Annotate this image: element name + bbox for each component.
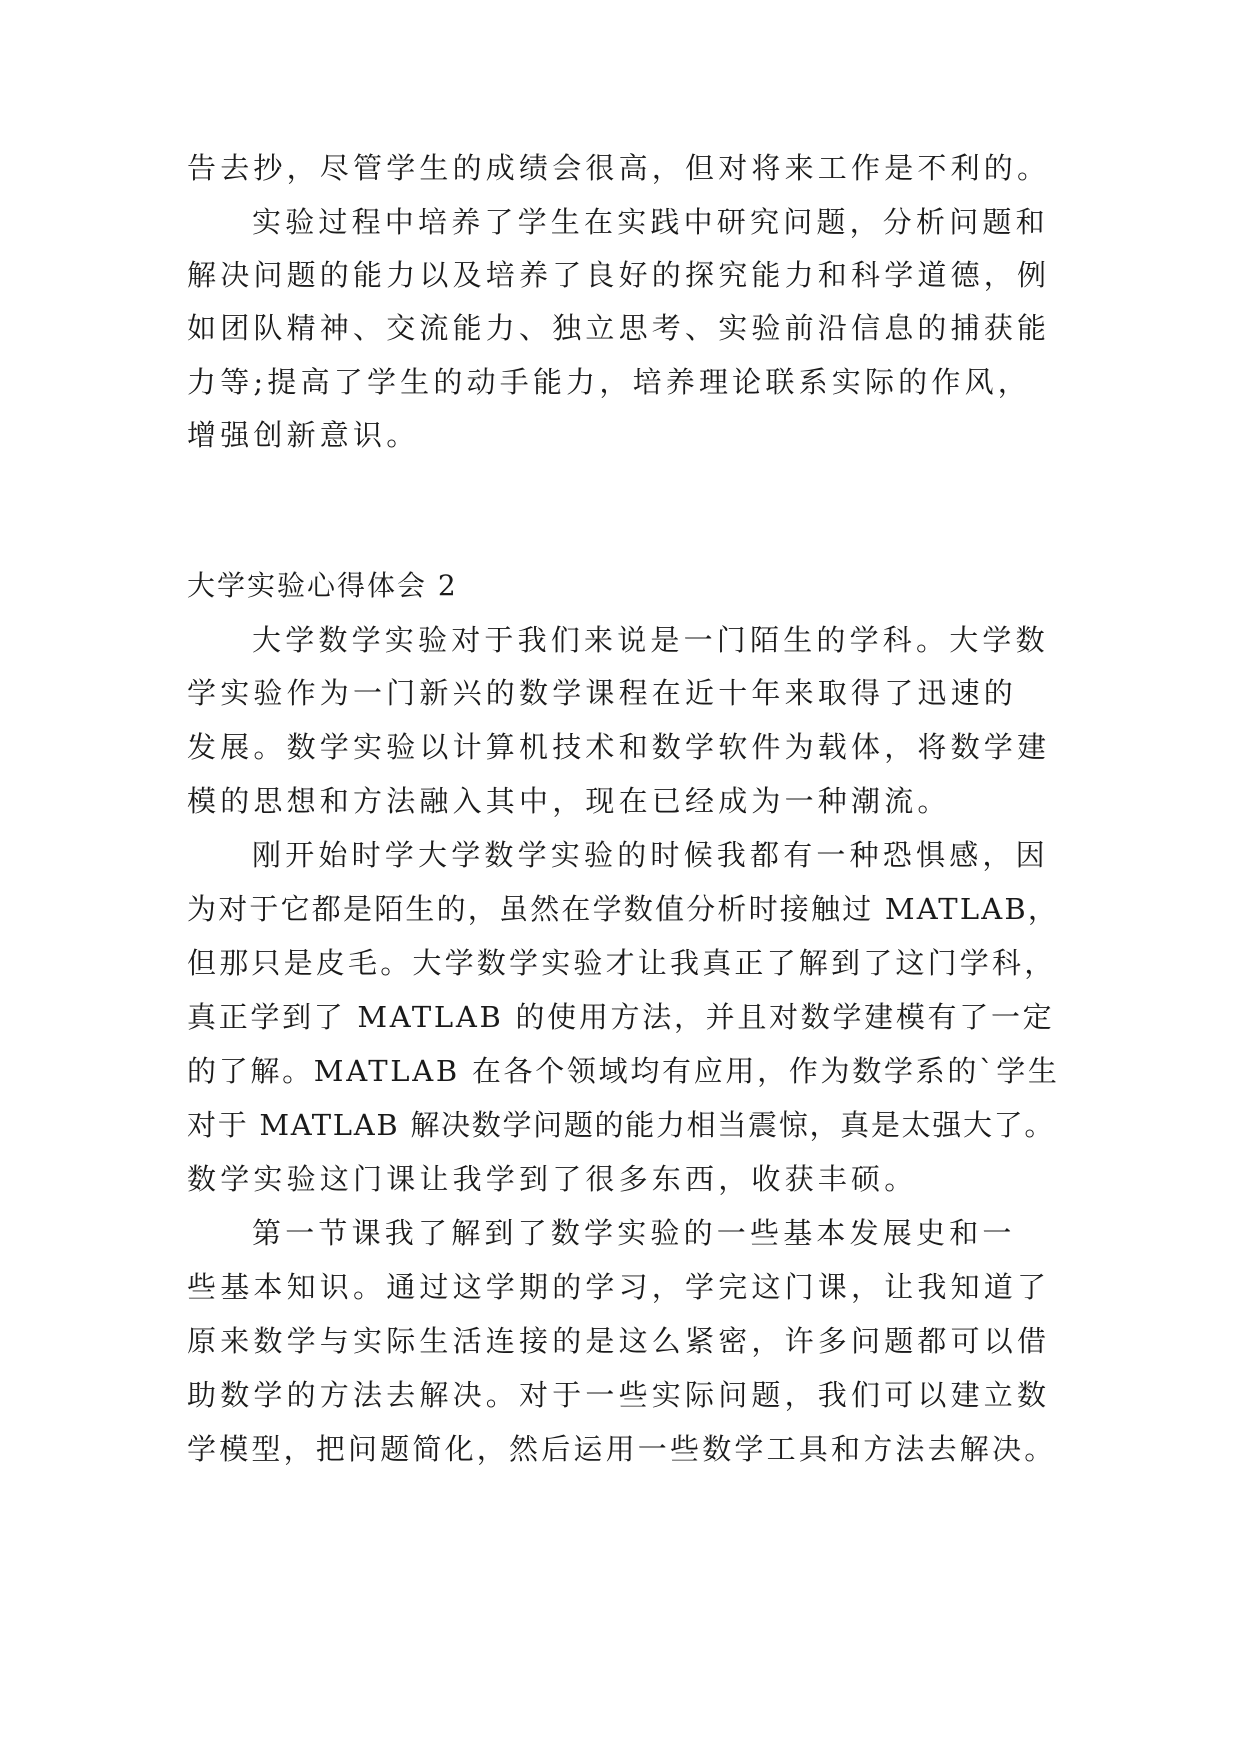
text-line: 为对于它都是陌生的，虽然在学数值分析时接触过 MATLAB，: [187, 892, 1060, 926]
text-line: 解决问题的能力以及培养了良好的探究能力和科学道德，例: [187, 258, 1051, 292]
text-line: 学模型，把问题简化，然后运用一些数学工具和方法去解决。: [187, 1432, 1057, 1466]
text-line: 但那只是皮毛。大学数学实验才让我真正了解到了这门学科，: [187, 946, 1057, 980]
text-line: 原来数学与实际生活连接的是这么紧密，许多问题都可以借: [187, 1324, 1051, 1358]
text-line: 发展。数学实验以计算机技术和数学软件为载体，将数学建: [187, 730, 1051, 764]
text-line: 些基本知识。通过这学期的学习，学完这门课，让我知道了: [187, 1270, 1051, 1304]
text-line: 如团队精神、交流能力、独立思考、实验前沿信息的捕获能: [187, 311, 1051, 345]
paragraph-start-line: 刚开始时学大学数学实验的时候我都有一种恐惧感，因: [252, 838, 1049, 872]
text-line: 对于 MATLAB 解决数学问题的能力相当震惊，真是太强大了。: [187, 1108, 1056, 1142]
section-heading: 大学实验心得体会 2: [187, 569, 458, 602]
text-line: 的了解。MATLAB 在各个领域均有应用，作为数学系的`学生: [187, 1054, 1060, 1088]
text-line: 模的思想和方法融入其中，现在已经成为一种潮流。: [187, 784, 951, 818]
paragraph-start-line: 实验过程中培养了学生在实践中研究问题，分析问题和: [252, 205, 1049, 239]
text-line: 学实验作为一门新兴的数学课程在近十年来取得了迅速的: [187, 676, 1018, 710]
text-line: 增强创新意识。: [187, 418, 420, 452]
text-line: 数学实验这门课让我学到了很多东西，收获丰硕。: [187, 1162, 918, 1196]
text-line: 告去抄，尽管学生的成绩会很高，但对将来工作是不利的。: [187, 151, 1051, 185]
text-line: 真正学到了 MATLAB 的使用方法，并且对数学建模有了一定: [187, 1000, 1055, 1034]
paragraph-start-line: 大学数学实验对于我们来说是一门陌生的学科。大学数: [252, 623, 1049, 657]
paragraph-start-line: 第一节课我了解到了数学实验的一些基本发展史和一: [252, 1216, 1016, 1250]
text-line: 力等;提高了学生的动手能力，培养理论联系实际的作风，: [187, 365, 1031, 399]
text-line: 助数学的方法去解决。对于一些实际问题，我们可以建立数: [187, 1378, 1051, 1412]
